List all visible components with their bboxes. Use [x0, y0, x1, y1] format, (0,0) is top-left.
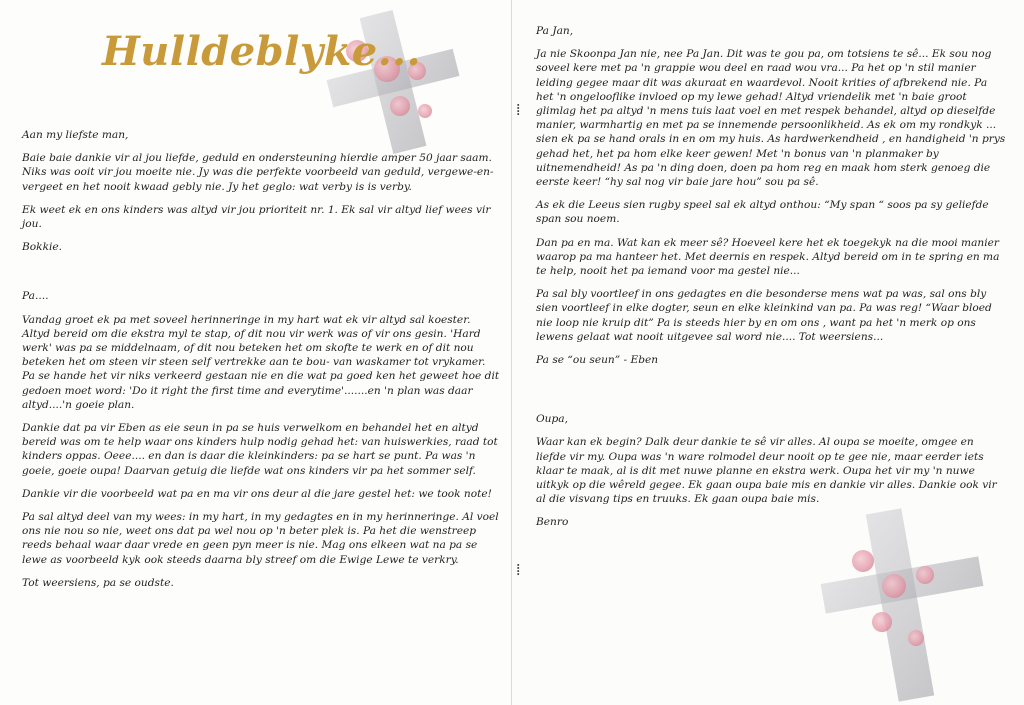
binding-ring-icon: ⁞: [516, 100, 521, 119]
letter-salutation: Pa....: [22, 290, 49, 303]
letter-paragraph: Pa sal altyd deel van my wees: in my hart, in my gedagtes en in my herinneringe. Al voel ons nie nou so nie, weet ons dat pa wel nou op 'n beter plek is. Pa het die wenstreep reeds behaal waar daar vrede en geen pyn meer is nie. Mag ons elkeen wat na pa se lewe as voorbeeld kyk ook steeds daarna bly streef om die Ewige Lewe te verkry.: [22, 511, 499, 566]
letter-paragraph: Waar kan ek begin? Dalk deur dankie te sê vir alles. Al oupa se moeite, omgee en liefde vir my. Oupa was 'n ware rolmodel deur nooit op te gee nie, maar eerder iets klaar te maak, al is dit met nuwe planne en ekstra werk. Oupa het vir my 'n nuwe uitkyk op die wêreld gegee. Ek gaan oupa baie mis en dankie vir alles. Dankie ook vir al die visvang tips en truuks. Ek gaan oupa baie mis.: [536, 436, 997, 506]
letter-paragraph: Ek weet ek en ons kinders was altyd vir jou prioriteit nr. 1. Ek sal vir altyd lief wees vir jou.: [22, 203, 491, 231]
left-letters: [22, 128, 500, 599]
letter-paragraph: Dan pa en ma. Wat kan ek meer sê? Hoeveel kere het ek toegekyk na die mooi manier waarop pa ma hanteer het. Met deernis en respek. Altyd bereid om in te spring en ma te help, nooit het pa iemand voor ma gestel nie...: [536, 236, 1000, 278]
right-letters: [536, 24, 1006, 539]
letter-paragraph: Ja nie Skoonpa Jan nie, nee Pa Jan. Dit was te gou pa, om totsiens te sê... Ek sou nog soveel kere met pa 'n grappie wou deel en raad wou vra... Pa het op 'n stil manier leiding gegee maar dit was akuraat en waardevol. Nooit krities of afbrekend nie. Pa het 'n ongelooflike invloed op my lewe gehad! Altyd vriendelik met 'n baie groot glimlag het pa altyd 'n mens tuis laat voel en met respek behandel, altyd op dieselfde manier, warmhartig en met pa se innemende persoonlikheid. As ek om my rondkyk ... sien ek pa se hand orals in en om my huis. As hardwerkendheid , en handigheid 'n prys gehad het, het pa hom elke keer gewen! Met 'n bonus van 'n planmaker by uitnemendheid! As pa 'n ding doen, doen pa hom reg en maak hom sterk genoeg die eerste keer! “hy sal nog vir baie jare hou” sou pa sê.: [536, 48, 1006, 189]
letter-salutation: Oupa,: [536, 413, 568, 426]
letter-paragraph: Baie baie dankie vir al jou liefde, geduld en ondersteuning hierdie amper 50 jaar saam. Niks was ooit vir jou moeite nie. Jy was die perfekte voorbeeld van geduld, vergewe-en-vergeet en het nooit kwaad gebly nie. Jy het geglo: wat verby is is verby.: [22, 152, 494, 193]
letter-signature: Benro: [536, 516, 569, 529]
letter-paragraph: Pa sal bly voortleef in ons gedagtes en die besonderse mens wat pa was, sal ons bly sien voortleef in elke dogter, seun en elke kleinkind van pa. Pa was reg! “Waar bloed nie loop nie kruip dit” Pa is steeds hier by en om ons , want pa het 'n merk op ons lewens gelaat wat nooit uitgevee sal word nie.... Tot weersiens...: [536, 288, 992, 343]
letter-signature: Bokkie.: [22, 241, 63, 254]
letter-salutation: Aan my liefste man,: [22, 129, 129, 141]
letter-salutation: Pa Jan,: [536, 25, 574, 37]
right-page: [512, 0, 1024, 705]
letter-paragraph: Dankie dat pa vir Eben as eie seun in pa se huis verwelkom en behandel het en altyd bereid was om te help waar ons kinders hulp nodig gehad het: van huiswerkies, raad tot kinders oppas. Oeee.... en dan is daar die kleinkinders: pa se hart se punt. Pa was 'n goeie, goeie oupa! Daarvan getuig die liefde wat ons kinders vir pa het sommer self.: [22, 422, 498, 477]
letter-paragraph: Vandag groet ek pa met soveel herinneringe in my hart wat ek vir altyd sal koester. Altyd bereid om die ekstra myl te stap, of dit nou vir werk was of vir ons gesin. 'Hard werk' was pa se middelnaam, of dit nou beteken het om skofte te werk en of dit nou beteken het om steen vir steen self vertrekke aan te bou- van waskamer tot vrykamer. Pa se hande het vir niks verkeerd gestaan nie en die wat pa goed ken het geweet hoe dit gedoen moet word: 'Do it right the first time and everytime'.......en 'n plan was daar altyd....'n goeie plan.: [22, 313, 500, 411]
letter-signature: Pa se “ou seun” - Eben: [536, 354, 659, 367]
letter-paragraph: As ek die Leeus sien rugby speel sal ek altyd onthou: “My span “ soos pa sy geliefde span sou noem.: [536, 199, 989, 226]
page-title: Hulldeblyke...: [102, 28, 422, 75]
binding-ring-icon: ⁞: [516, 560, 521, 579]
letter-signature: Tot weersiens, pa se oudste.: [22, 576, 174, 589]
letter-paragraph: Dankie vir die voorbeeld wat pa en ma vir ons deur al die jare gestel het: we took note!: [22, 487, 492, 500]
